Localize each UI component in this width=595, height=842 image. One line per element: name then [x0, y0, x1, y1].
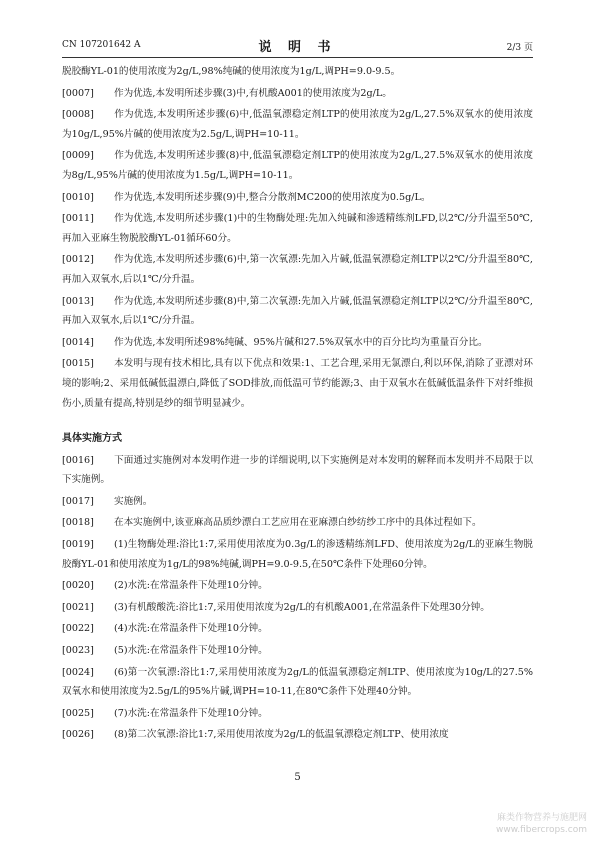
paragraph [62, 619, 533, 639]
paragraph-text: 作为优选,本发明所述步骤(8)中,第二次氧漂:先加入片碱,低温氧漂稳定剂LTP以2℃/分升温至80℃,再加入双氧水,后以1℃/分升温。 [62, 295, 533, 327]
paragraph-text: (7)水洗:在常温条件下处理10分钟。 [114, 707, 268, 719]
paragraph-number: [0018] [62, 517, 94, 529]
paragraph-number: [0011] [62, 213, 94, 225]
paragraph-text: 实施例。 [114, 495, 153, 507]
paragraph [62, 292, 533, 331]
paragraph-text: 作为优选,本发明所述步骤(6)中,第一次氧漂:先加入片碱,低温氧漂稳定剂LTP以2℃/分升温至80℃,再加入双氧水,后以1℃/分升温。 [62, 254, 533, 285]
watermark-line-1: 麻类作物营养与施肥网 [496, 813, 587, 823]
paragraph-text: (2)水洗:在常温条件下处理10分钟。 [114, 580, 268, 592]
paragraph-number: [0025] [62, 707, 94, 719]
paragraph [62, 62, 533, 82]
paragraph-text: 作为优选,本发明所述98%纯碱、95%片碱和27.5%双氧水中的百分比均为重量百分比。 [114, 336, 488, 348]
paragraph-number: [0016] [62, 454, 94, 466]
paragraph-text: 本发明与现有技术相比,具有以下优点和效果:1、工艺合理,采用无氯漂白,利以环保,消除了亚漂对环境的影响;2、采用低碱低温漂白,降低了SOD排放,而低温可节约能源;3、由于双氧水在低碱低温条件下对纤维损伤小,质量有提高,特别是纱的细节明显减少。 [62, 358, 533, 409]
paragraph-text: 作为优选,本发明所述步骤(3)中,有机酸A001的使用浓度为2g/L。 [114, 87, 392, 99]
paragraph-number: [0019] [62, 539, 94, 551]
paragraph-number: [0017] [62, 495, 94, 507]
paragraph-number: [0014] [62, 336, 94, 348]
paragraph [62, 250, 533, 289]
paragraph [62, 513, 533, 533]
paragraph [62, 354, 533, 413]
paragraph-text: (8)第二次氧漂:浴比1:7,采用使用浓度为2g/L的低温氧漂稳定剂LTP、使用浓度 [114, 729, 449, 741]
paragraph-text: 作为优选,本发明所述步骤(1)中的生物酶处理:先加入纯碱和渗透精练剂LFD,以2℃/分升温至50℃,再加入亚麻生物脱胶酶YL-01循环60分。 [62, 213, 533, 244]
paragraph-text: 作为优选,本发明所述步骤(9)中,整合分散剂MC200的使用浓度为0.5g/L。 [114, 191, 431, 203]
paragraph-text: 下面通过实施例对本发明作进一步的详细说明,以下实施例是对本发明的解释而本发明并不局限于以下实施例。 [62, 454, 533, 486]
paragraph-number: [0007] [62, 87, 94, 99]
watermark [496, 812, 587, 836]
doc-title: 说 明 书 [258, 40, 337, 55]
page-info: 2/3 页 [506, 43, 533, 53]
paragraph [62, 641, 533, 661]
paragraph [62, 576, 533, 596]
paragraph-text: 作为优选,本发明所述步骤(6)中,低温氧漂稳定剂LTP的使用浓度为2g/L,27.5%双氧水的使用浓度为10g/L,95%片碱的使用浓度为2.5g/L,调PH=10-11。 [62, 109, 533, 140]
paragraph-text: 脱胶酶YL-01的使用浓度为2g/L,98%纯碱的使用浓度为1g/L,调PH=9.0-9.5。 [62, 66, 401, 77]
paragraph [62, 704, 533, 724]
paragraph-text: 作为优选,本发明所述步骤(8)中,低温氧漂稳定剂LTP的使用浓度为2g/L,27.5%双氧水的使用浓度为8g/L,95%片碱的使用浓度为1.5g/L,调PH=10-11。 [62, 150, 533, 181]
paragraph [62, 663, 533, 702]
doc-number: CN 107201642 A [62, 40, 141, 50]
paragraph [62, 598, 533, 618]
paragraph [62, 105, 533, 144]
paragraph-number: [0024] [62, 666, 94, 678]
paragraph-number: [0012] [62, 254, 94, 266]
paragraph-number: [0022] [62, 623, 94, 635]
paragraph [62, 188, 533, 208]
paragraph-text: (4)水洗:在常温条件下处理10分钟。 [114, 623, 268, 635]
paragraph-list-bottom [62, 451, 533, 745]
page-header [62, 36, 533, 54]
paragraph [62, 451, 533, 490]
paragraph-text: (1)生物酶处理:浴比1:7,采用使用浓度为0.3g/L的渗透精练剂LFD、使用浓度为2g/L的亚麻生物脱胶酶YL-01和使用浓度为1g/L的98%纯碱,调PH=9.0-9.5,在50℃条件下处理60分钟。 [62, 539, 533, 570]
section-title: 具体实施方式 [62, 433, 122, 445]
paragraph-number: [0008] [62, 109, 94, 121]
paragraph [62, 535, 533, 574]
paragraph-number: [0026] [62, 729, 94, 741]
paragraph-text: (5)水洗:在常温条件下处理10分钟。 [114, 645, 268, 657]
paragraph-number: [0023] [62, 645, 94, 657]
document-body [62, 62, 533, 747]
paragraph [62, 725, 533, 745]
paragraph-number: [0015] [62, 358, 94, 370]
header-divider [62, 57, 533, 58]
paragraph-text: (6)第一次氧漂:浴比1:7,采用使用浓度为2g/L的低温氧漂稳定剂LTP、使用浓度为10g/L的27.5%双氧水和使用浓度为2.5g/L的95%片碱,调PH=10-11,在80℃条件下处理40分钟。 [62, 666, 533, 698]
paragraph-number: [0020] [62, 580, 94, 592]
paragraph [62, 492, 533, 512]
paragraph [62, 84, 533, 104]
paragraph-text: (3)有机酸酸洗:浴比1:7,采用使用浓度为2g/L的有机酸A001,在常温条件下处理30分钟。 [114, 601, 490, 613]
page-number: 5 [294, 772, 301, 783]
paragraph-number: [0021] [62, 601, 94, 613]
paragraph-number: [0010] [62, 191, 94, 203]
paragraph-list-top [62, 62, 533, 413]
paragraph-number: [0009] [62, 150, 94, 162]
paragraph [62, 333, 533, 353]
paragraph [62, 209, 533, 248]
paragraph-text: 在本实施例中,该亚麻高品质纱漂白工艺应用在亚麻漂白纱纺纱工序中的具体过程如下。 [114, 517, 482, 529]
watermark-line-2: www.fibercrops.com [496, 825, 587, 835]
paragraph [62, 146, 533, 185]
paragraph-number: [0013] [62, 295, 94, 307]
